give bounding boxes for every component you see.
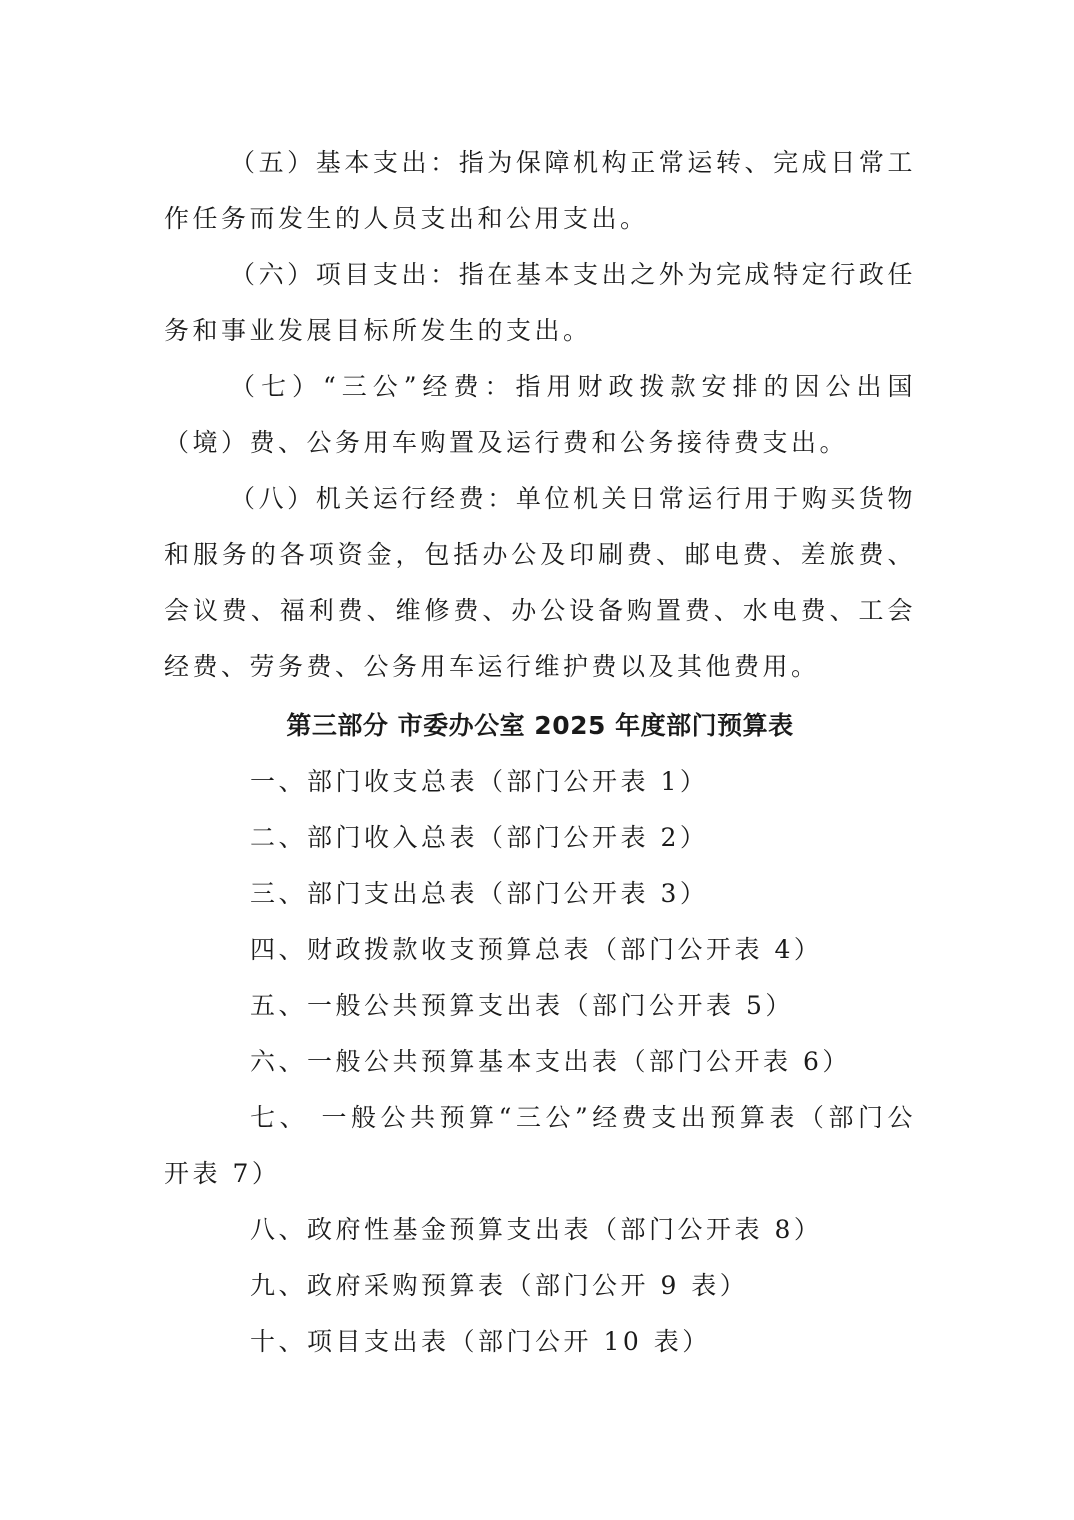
paragraph-basic-expenditure: （五）基本支出：指为保障机构正常运转、完成日常工作任务而发生的人员支出和公用支出。: [164, 148, 916, 233]
list-item: 二、部门收入总表（部门公开表 2）: [250, 823, 709, 852]
paragraph-three-public-funds: （七）“三公”经费：指用财政拨款安排的因公出国（境）费、公务用车购置及运行费和公务接待费支出。: [164, 372, 916, 457]
list-item: 六、一般公共预算基本支出表（部门公开表 6）: [250, 1047, 851, 1076]
list-item: 三、部门支出总表（部门公开表 3）: [250, 879, 709, 908]
paragraph-project-expenditure: （六）项目支出：指在基本支出之外为完成特定行政任务和事业发展目标所发生的支出。: [164, 260, 916, 345]
list-item: 八、政府性基金预算支出表（部门公开表 8）: [250, 1215, 823, 1244]
list-item: 一、部门收支总表（部门公开表 1）: [250, 767, 709, 796]
list-item: 四、财政拨款收支预算总表（部门公开表 4）: [250, 935, 823, 964]
paragraph-office-operating-funds: （八）机关运行经费：单位机关日常运行用于购买货物和服务的各项资金，包括办公及印刷费、邮电费、差旅费、会议费、福利费、维修费、办公设备购置费、水电费、工会经费、劳务费、公务用车运行维护费以及其他费用。: [164, 484, 916, 681]
list-item: 五、一般公共预算支出表（部门公开表 5）: [250, 991, 794, 1020]
list-item: 九、政府采购预算表（部门公开 9 表）: [250, 1271, 749, 1300]
section-heading: 第三部分 市委办公室 2025 年度部门预算表: [286, 711, 794, 740]
list-item: 七、 一般公共预算“三公”经费支出预算表（部门公开表 7）: [164, 1103, 916, 1188]
list-item: 十、项目支出表（部门公开 10 表）: [250, 1327, 711, 1356]
budget-table-list: [164, 754, 916, 1370]
